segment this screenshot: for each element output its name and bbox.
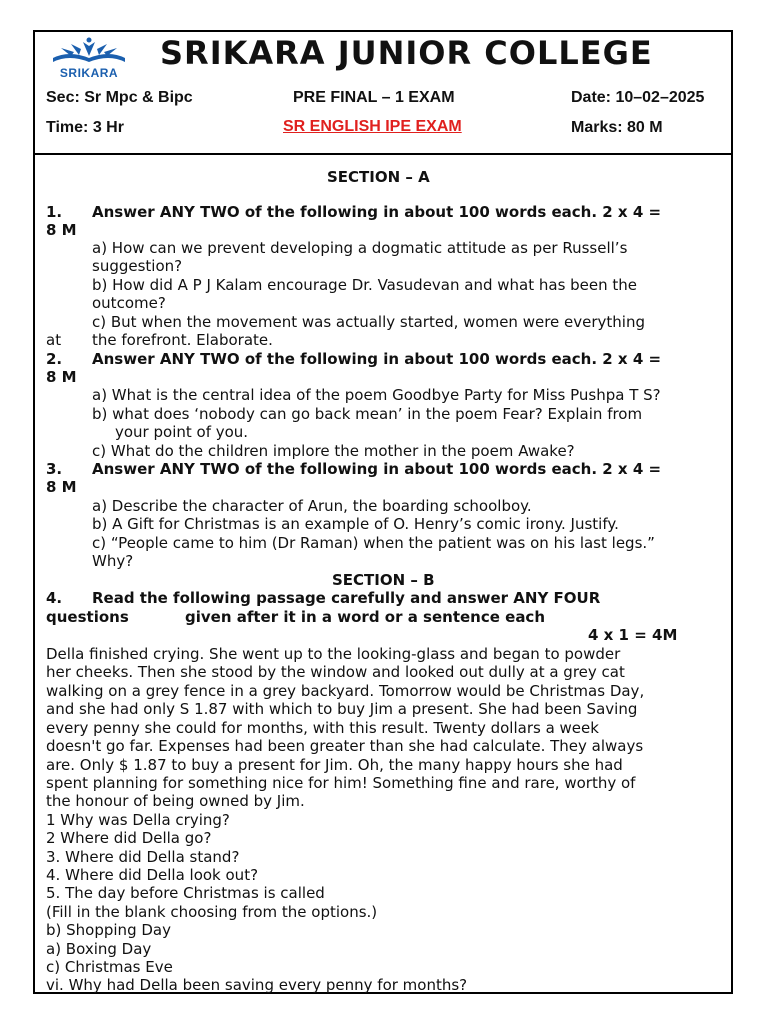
answer-option: b) Shopping Day	[46, 921, 171, 939]
q1-option-c: c) But when the movement was actually started, women were everything	[92, 313, 645, 331]
passage-line: her cheeks. Then she stood by the window and looked out dully at a grey cat	[46, 663, 625, 681]
q1-option-b: b) How did A P J Kalam encourage Dr. Vasudevan and what has been the	[92, 276, 638, 294]
q1-option-c-cont-a: at	[46, 331, 62, 349]
section-info: Sec: Sr Mpc & Bipc	[46, 89, 193, 106]
passage-line: the honour of being owned by Jim.	[46, 792, 305, 810]
q1-option-a: a) How can we prevent developing a dogmatic attitude as per Russell’s	[92, 239, 628, 257]
answer-option: c) Christmas Eve	[46, 958, 173, 976]
passage-line: every penny she could for months, with this result. Twenty dollars a week	[46, 719, 599, 737]
exam-name: PRE FINAL – 1 EXAM	[293, 89, 455, 106]
total-marks: Marks: 80 M	[571, 119, 663, 136]
passage-line: and she had only S 1.87 with which to buy Jim a present. She had been Saving	[46, 700, 638, 718]
q4-marks: 4 x 1 = 4M	[588, 626, 678, 644]
q1-heading-marks: 8 M	[46, 221, 77, 239]
q1-heading: Answer ANY TWO of the following in about 100 words each. 2 x 4 =	[92, 203, 662, 221]
q4-heading-cont-b: given after it in a word or a sentence each	[185, 608, 546, 626]
section-a-title: SECTION – A	[327, 168, 430, 186]
q1-option-b-cont: outcome?	[92, 294, 166, 312]
q3-number: 3.	[46, 460, 63, 478]
passage-line: spent planning for something nice for him! Something fine and rare, worthy of	[46, 774, 636, 792]
q3-option-c-cont: Why?	[92, 552, 134, 570]
answer-option: a) Boxing Day	[46, 940, 152, 958]
comprehension-question: 4. Where did Della look out?	[46, 866, 259, 884]
section-b-title: SECTION – B	[332, 571, 435, 589]
comprehension-question: 5. The day before Christmas is called	[46, 884, 325, 902]
comprehension-question: 3. Where did Della stand?	[46, 848, 240, 866]
q4-number: 4.	[46, 589, 63, 607]
q1-number: 1.	[46, 203, 63, 221]
q3-option-b: b) A Gift for Christmas is an example of O. Henry’s comic irony. Justify.	[92, 515, 619, 533]
q2-heading: Answer ANY TWO of the following in about 100 words each. 2 x 4 =	[92, 350, 662, 368]
passage-line: are. Only $ 1.87 to buy a present for Jim. Oh, the many happy hours she had	[46, 756, 623, 774]
q3-option-c: c) “People came to him (Dr Raman) when the patient was on his last legs.”	[92, 534, 655, 552]
q4-heading-cont-a: questions	[46, 608, 129, 626]
q2-number: 2.	[46, 350, 63, 368]
q2-option-c: c) What do the children implore the mother in the poem Awake?	[92, 442, 575, 460]
college-name: SRIKARA JUNIOR COLLEGE	[160, 34, 653, 72]
passage-line: walking on a grey fence in a grey backyard. Tomorrow would be Christmas Day,	[46, 682, 645, 700]
q2-option-b: b) what does ‘nobody can go back mean’ in the poem Fear? Explain from	[92, 405, 643, 423]
q4-heading: Read the following passage carefully and answer ANY FOUR	[92, 589, 601, 607]
q1-option-a-cont: suggestion?	[92, 257, 183, 275]
exam-date: Date: 10–02–2025	[571, 89, 705, 106]
comprehension-question: 1 Why was Della crying?	[46, 811, 230, 829]
lotus-book-icon	[49, 36, 129, 66]
passage-line: doesn't go far. Expenses had been greater than she had calculate. They always	[46, 737, 644, 755]
q3-option-a: a) Describe the character of Arun, the boarding schoolboy.	[92, 497, 532, 515]
header-divider	[35, 153, 733, 155]
q2-option-a: a) What is the central idea of the poem Goodbye Party for Miss Pushpa T S?	[92, 386, 661, 404]
passage-line: Della finished crying. She went up to the looking-glass and began to powder	[46, 645, 621, 663]
q2-heading-marks: 8 M	[46, 368, 77, 386]
comprehension-instruction: (Fill in the blank choosing from the options.)	[46, 903, 378, 921]
q1-option-c-cont-b: the forefront. Elaborate.	[92, 331, 273, 349]
logo-text: SRIKARA	[59, 66, 119, 80]
comprehension-question: 2 Where did Della go?	[46, 829, 212, 847]
q2-option-b-cont: your point of you.	[115, 423, 249, 441]
q3-heading-marks: 8 M	[46, 478, 77, 496]
college-logo	[49, 36, 129, 82]
q3-heading: Answer ANY TWO of the following in about 100 words each. 2 x 4 =	[92, 460, 662, 478]
comprehension-question: vi. Why had Della been saving every penny for months?	[46, 976, 468, 994]
exam-time: Time: 3 Hr	[46, 119, 124, 136]
subject-title: SR ENGLISH IPE EXAM	[283, 118, 462, 135]
